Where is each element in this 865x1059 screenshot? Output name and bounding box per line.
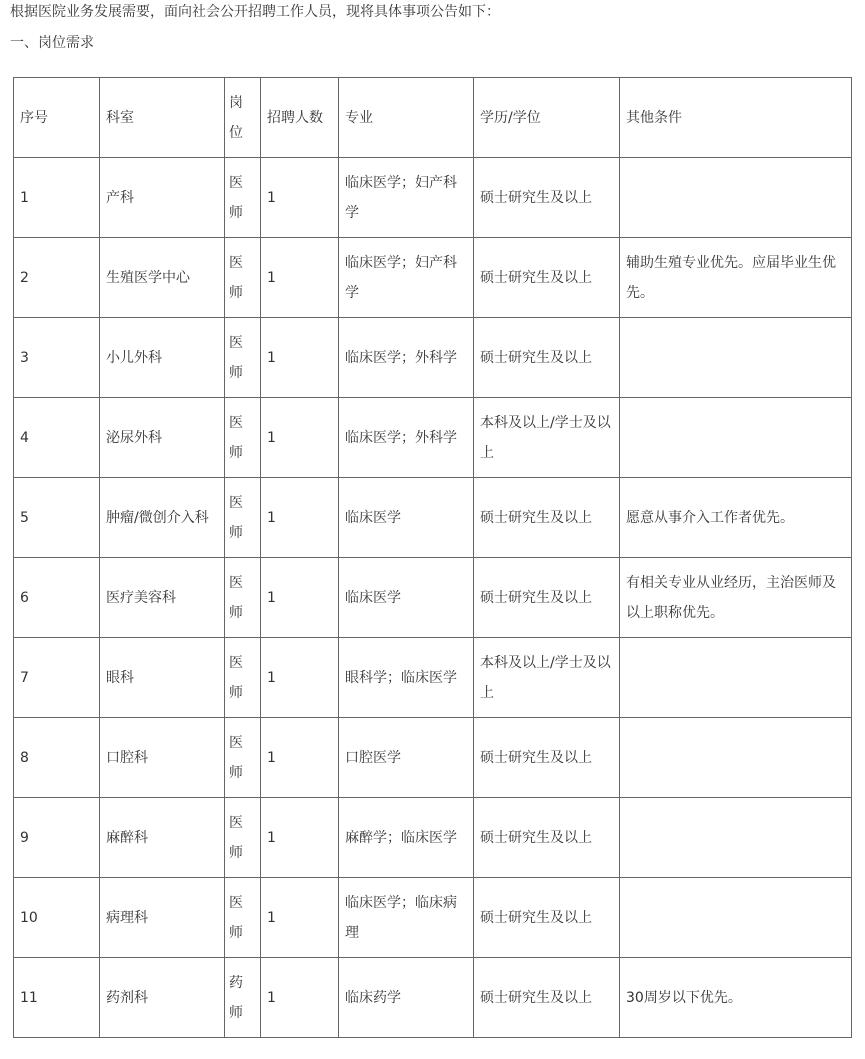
cell-post: 医师 <box>225 318 261 398</box>
table-row <box>14 958 852 1038</box>
section-title: 一、岗位需求 <box>10 35 94 51</box>
table-row <box>14 718 852 798</box>
cell-seq: 2 <box>14 238 100 318</box>
table-row <box>14 878 852 958</box>
cell-major: 临床医学；临床病理 <box>339 878 474 958</box>
cell-post: 医师 <box>225 558 261 638</box>
table-row <box>14 398 852 478</box>
cell-post: 医师 <box>225 798 261 878</box>
header-other: 其他条件 <box>620 78 852 158</box>
cell-major: 临床药学 <box>339 958 474 1038</box>
table-row <box>14 238 852 318</box>
cell-count: 1 <box>261 238 339 318</box>
cell-dept: 口腔科 <box>100 718 225 798</box>
cell-other <box>620 158 852 238</box>
cell-seq: 4 <box>14 398 100 478</box>
table-row <box>14 798 852 878</box>
cell-seq: 7 <box>14 638 100 718</box>
cell-other: 有相关专业从业经历，主治医师及以上职称优先。 <box>620 558 852 638</box>
cell-degree: 硕士研究生及以上 <box>474 238 620 318</box>
cell-dept: 肿瘤/微创介入科 <box>100 478 225 558</box>
cell-dept: 眼科 <box>100 638 225 718</box>
cell-seq: 10 <box>14 878 100 958</box>
cell-other <box>620 878 852 958</box>
cell-degree: 硕士研究生及以上 <box>474 718 620 798</box>
cell-post: 医师 <box>225 718 261 798</box>
cell-major: 麻醉学；临床医学 <box>339 798 474 878</box>
cell-other: 30周岁以下优先。 <box>620 958 852 1038</box>
cell-seq: 9 <box>14 798 100 878</box>
intro-paragraph: 根据医院业务发展需要，面向社会公开招聘工作人员，现将具体事项公告如下： <box>10 4 500 20</box>
cell-major: 临床医学；外科学 <box>339 398 474 478</box>
cell-seq: 6 <box>14 558 100 638</box>
header-post: 岗位 <box>225 78 261 158</box>
cell-seq: 11 <box>14 958 100 1038</box>
cell-post: 医师 <box>225 398 261 478</box>
cell-post: 药师 <box>225 958 261 1038</box>
cell-degree: 硕士研究生及以上 <box>474 878 620 958</box>
header-seq: 序号 <box>14 78 100 158</box>
cell-dept: 产科 <box>100 158 225 238</box>
cell-count: 1 <box>261 638 339 718</box>
cell-count: 1 <box>261 798 339 878</box>
cell-major: 临床医学；妇产科学 <box>339 238 474 318</box>
cell-seq: 1 <box>14 158 100 238</box>
cell-seq: 3 <box>14 318 100 398</box>
cell-post: 医师 <box>225 158 261 238</box>
cell-major: 眼科学；临床医学 <box>339 638 474 718</box>
cell-count: 1 <box>261 958 339 1038</box>
cell-post: 医师 <box>225 638 261 718</box>
cell-dept: 生殖医学中心 <box>100 238 225 318</box>
cell-count: 1 <box>261 158 339 238</box>
cell-count: 1 <box>261 718 339 798</box>
cell-other <box>620 718 852 798</box>
cell-post: 医师 <box>225 878 261 958</box>
cell-degree: 硕士研究生及以上 <box>474 158 620 238</box>
table-row <box>14 158 852 238</box>
header-degree: 学历/学位 <box>474 78 620 158</box>
header-count: 招聘人数 <box>261 78 339 158</box>
cell-seq: 8 <box>14 718 100 798</box>
table-row <box>14 638 852 718</box>
cell-count: 1 <box>261 878 339 958</box>
cell-dept: 药剂科 <box>100 958 225 1038</box>
table-row <box>14 478 852 558</box>
cell-degree: 硕士研究生及以上 <box>474 478 620 558</box>
cell-other <box>620 398 852 478</box>
cell-major: 临床医学 <box>339 478 474 558</box>
cell-seq: 5 <box>14 478 100 558</box>
table-row <box>14 558 852 638</box>
cell-other <box>620 638 852 718</box>
cell-degree: 硕士研究生及以上 <box>474 798 620 878</box>
cell-major: 临床医学；妇产科学 <box>339 158 474 238</box>
cell-post: 医师 <box>225 478 261 558</box>
cell-major: 口腔医学 <box>339 718 474 798</box>
cell-dept: 麻醉科 <box>100 798 225 878</box>
cell-other <box>620 798 852 878</box>
cell-degree: 本科及以上/学士及以上 <box>474 638 620 718</box>
cell-dept: 泌尿外科 <box>100 398 225 478</box>
cell-other: 辅助生殖专业优先。应届毕业生优先。 <box>620 238 852 318</box>
table-row <box>14 318 852 398</box>
cell-dept: 小儿外科 <box>100 318 225 398</box>
cell-count: 1 <box>261 318 339 398</box>
cell-major: 临床医学；外科学 <box>339 318 474 398</box>
job-requirements-table <box>13 77 852 1038</box>
cell-other: 愿意从事介入工作者优先。 <box>620 478 852 558</box>
cell-count: 1 <box>261 478 339 558</box>
cell-post: 医师 <box>225 238 261 318</box>
cell-degree: 硕士研究生及以上 <box>474 318 620 398</box>
cell-degree: 硕士研究生及以上 <box>474 958 620 1038</box>
header-dept: 科室 <box>100 78 225 158</box>
cell-degree: 硕士研究生及以上 <box>474 558 620 638</box>
cell-dept: 医疗美容科 <box>100 558 225 638</box>
cell-major: 临床医学 <box>339 558 474 638</box>
cell-count: 1 <box>261 398 339 478</box>
table-header-row <box>14 78 852 158</box>
cell-dept: 病理科 <box>100 878 225 958</box>
cell-degree: 本科及以上/学士及以上 <box>474 398 620 478</box>
cell-count: 1 <box>261 558 339 638</box>
header-major: 专业 <box>339 78 474 158</box>
cell-other <box>620 318 852 398</box>
